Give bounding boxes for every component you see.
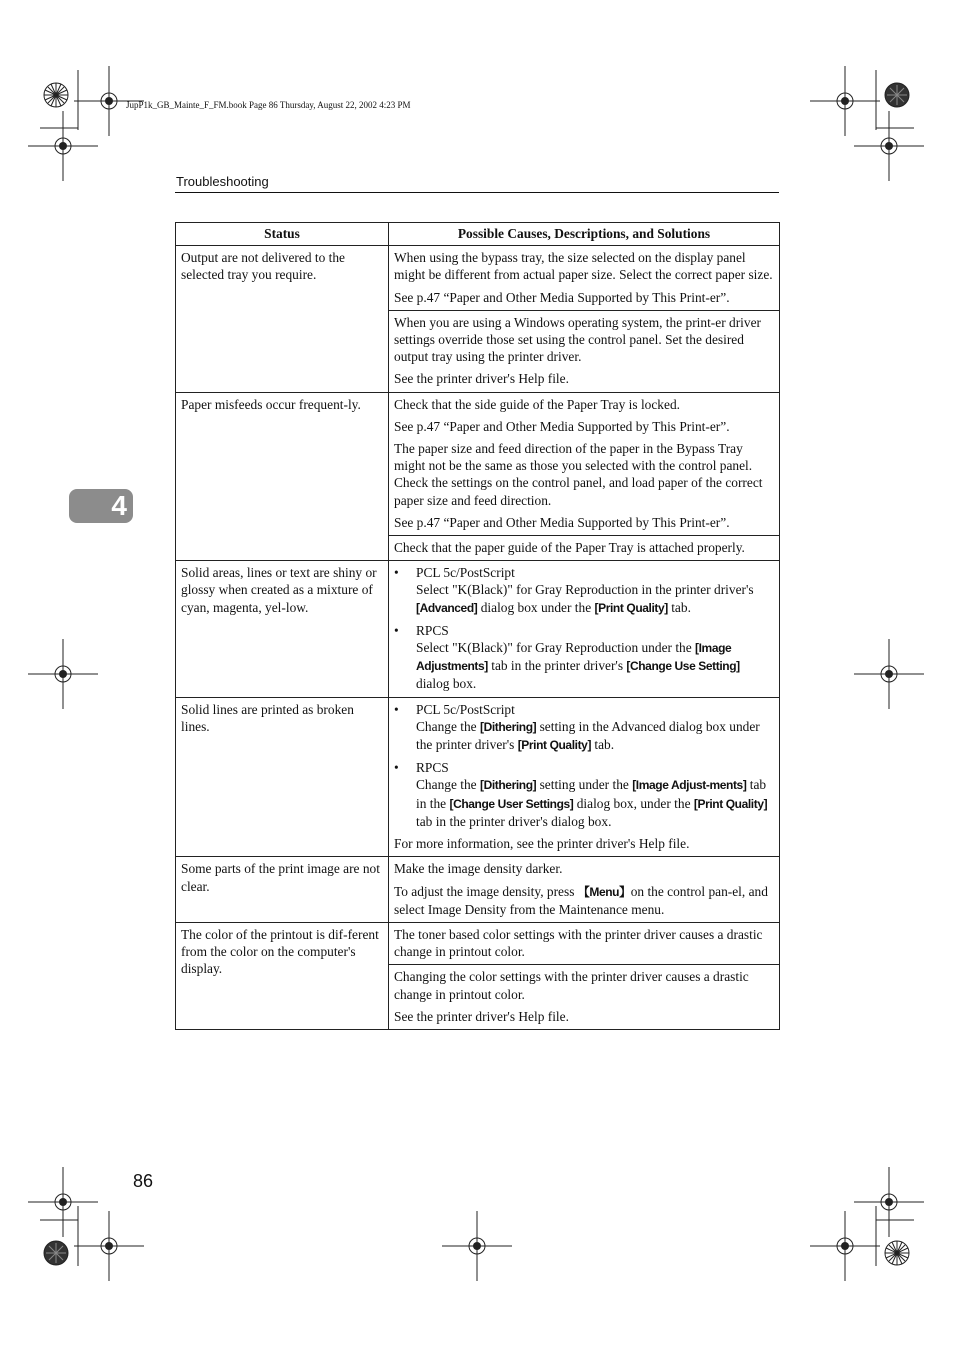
help-reference: See the printer driver's Help file. [394,371,569,387]
text-run: Select "K(Black)" for Gray Reproduction under the [416,640,696,656]
ui-label: [Advanced] [416,600,478,615]
status-cell: Output are not delivered to the selected tray you require. [176,246,389,392]
file-meta-line: JupP1k_GB_Mainte_F_FM.book Page 86 Thursday, August 22, 2002 4:23 PM [126,100,411,110]
bullet-title: PCL 5c/PostScript [416,565,515,581]
text-run: dialog box. [416,676,477,692]
text-run: setting in the Advanced dialog box under the printer driver's [416,718,760,753]
table-row [176,392,780,535]
solution-cell [389,392,780,535]
table-row [176,697,780,857]
cross-reference: See p.47 “Paper and Other Media Supported by This Print-er”. [394,418,730,434]
chapter-number: 4 [111,490,127,521]
ui-label: [Dithering] [479,778,537,793]
solution-cell [389,310,780,392]
help-reference: See the printer driver's Help file. [394,1008,569,1024]
solution-cell [389,857,780,923]
bullet-title: PCL 5c/PostScript [416,701,515,717]
bullet-title: RPCS [416,760,449,776]
bullet-item [394,564,774,617]
text-run: Change the [416,777,480,793]
bullet-text [416,776,774,830]
status-cell: Paper misfeeds occur frequent-ly. [176,392,389,561]
crosshair-target-icon [74,1211,144,1281]
help-reference: For more information, see the printer driver's Help file. [394,836,690,852]
solution-paragraph: The toner based color settings with the printer driver causes a drastic change in printout color. [394,926,763,960]
crosshair-target-icon [854,111,924,181]
table-row [176,857,780,923]
solution-paragraph: Make the image density darker. [394,861,563,877]
bullet-title: RPCS [416,622,449,638]
solution-cell [389,536,780,561]
crosshair-target-icon [28,111,98,181]
ui-label: [Print Quality] [517,738,592,753]
solution-paragraph: The paper size and feed direction of the paper in the Bypass Tray might not be the same as those you selected with the control panel. Check the settings on the control panel, and load paper of the correct paper size and feed direction. [394,441,763,508]
solution-paragraph: When you are using a Windows operating system, the print-er driver settings override those set using the control panel. Set the desired output tray using the printer driver. [394,314,761,365]
text-run: tab. [667,599,691,615]
table-row [176,246,780,311]
cross-reference: See p.47 “Paper and Other Media Supported by This Print-er”. [394,289,730,305]
solution-cell [389,965,780,1030]
solution-cell [389,922,780,964]
text-run: Select "K(Black)" for Gray Reproduction in the printer driver's [416,582,754,598]
bullet-icon: • [394,760,399,776]
table-header-row [176,223,780,246]
ui-label: [Image Adjustments] [416,641,732,674]
crosshair-target-icon [28,639,98,709]
bullet-icon: • [394,701,399,717]
solution-paragraph: When using the bypass tray, the size selected on the display panel might be different from actual paper size. Select the correct paper size. [394,250,773,283]
text-run: dialog box under the [477,599,595,615]
bullet-icon: • [394,622,399,638]
solution-cell [389,246,780,311]
column-header-solutions: Possible Causes, Descriptions, and Solutions [389,223,780,246]
ui-label: [Print Quality] [594,600,668,615]
text-run: setting under the [536,777,633,793]
text-run: on the control pan-el, and select Image Density from the Maintenance menu. [394,883,768,917]
solution-paragraph: Check that the paper guide of the Paper Tray is attached properly. [394,540,745,556]
bullet-item [394,759,774,830]
status-cell: The color of the printout is dif-ferent from the color on the computer's display. [176,922,389,1029]
status-cell: Solid areas, lines or text are shiny or glossy when created as a mixture of cyan, magenta, yel-low. [176,561,389,697]
cross-reference: See p.47 “Paper and Other Media Supported by This Print-er”. [394,514,730,530]
text-run: tab in the [416,777,767,811]
troubleshooting-table [175,222,780,1030]
crosshair-target-icon [442,1211,512,1281]
running-header: Troubleshooting [176,174,269,189]
page-number: 86 [133,1171,154,1191]
solution-cell [389,561,780,697]
solution-cell [389,697,780,857]
text-run: tab in the printer driver's dialog box. [416,813,612,829]
bullet-item [394,622,774,693]
chapter-tab [69,489,133,523]
text-run: dialog box, under the [573,795,694,811]
registration-mark-icon [862,1218,932,1288]
bullet-item [394,701,774,755]
ui-label: [Change Use Setting] [626,659,740,674]
table-row [176,922,780,964]
ui-label: [Print Quality] [693,796,768,811]
status-cell: Some parts of the print image are not clear. [176,857,389,923]
solution-paragraph: Check that the side guide of the Paper Tray is locked. [394,396,680,412]
ui-label: [Change User Settings] [449,796,574,811]
text-run: Change the [416,718,480,734]
header-rule [175,192,779,193]
solution-paragraph: Changing the color settings with the printer driver causes a drastic change in printout color. [394,969,749,1002]
menu-key-label: 【Menu】 [577,884,631,899]
ui-label: [Dithering] [479,719,537,734]
bullet-icon: • [394,565,399,581]
text-run: tab in the printer driver's [487,658,627,674]
bullet-text [416,639,774,693]
bullet-text [416,718,774,754]
text-run: tab. [591,737,615,753]
solution-paragraph [394,883,774,918]
text-run: To adjust the image density, press [394,883,578,899]
column-header-status: Status [176,223,389,246]
bullet-text [416,581,774,616]
crosshair-target-icon [854,639,924,709]
status-cell: Solid lines are printed as broken lines. [176,697,389,857]
table-row [176,561,780,697]
ui-label: [Image Adjust-ments] [632,778,747,793]
